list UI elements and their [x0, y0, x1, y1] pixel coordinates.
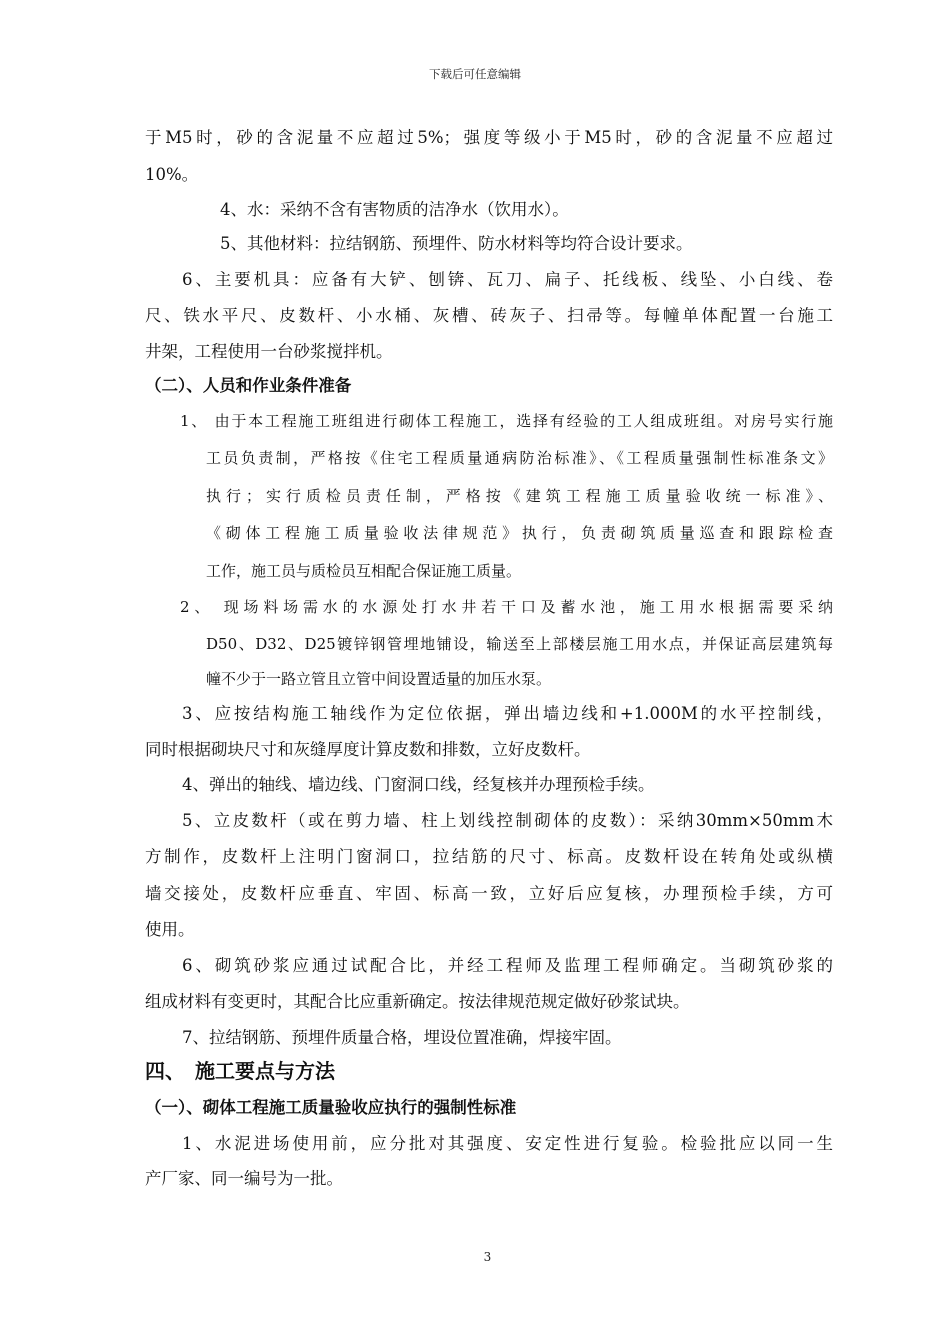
- body-line: 10%。: [145, 165, 199, 184]
- body-line: 井架，工程使用一台砂浆搅拌机。: [145, 342, 393, 361]
- section-heading: （一）、砌体工程施工质量验收应执行的强制性标准: [145, 1098, 517, 1117]
- body-line: 工员负责制，严格按《住宅工程质量通病防治标准》、《工程质量强制性标准条文》: [206, 449, 833, 467]
- body-line: 4、弹出的轴线、墙边线、门窗洞口线，经复核并办理预检手续。: [182, 775, 655, 794]
- chapter-heading: 四、 施工要点与方法: [145, 1059, 335, 1083]
- page-number: 3: [483, 1250, 492, 1264]
- body-line: 墙交接处，皮数杆应垂直、牢固、标高一致，立好后应复核，办理预检手续，方可: [145, 884, 833, 903]
- body-line: 6、主要机具：应备有大铲、刨锛、瓦刀、扁子、托线板、线坠、小白线、卷: [182, 270, 833, 289]
- body-line: 幢不少于一路立管且立管中间设置适量的加压水泵。: [206, 670, 552, 688]
- body-line: 于M5时，砂的含泥量不应超过5%；强度等级小于M5时，砂的含泥量不应超过: [145, 128, 833, 147]
- body-line: 4、水：采纳不含有害物质的洁净水（饮用水）。: [220, 200, 569, 219]
- body-line: 5、立皮数杆（或在剪力墙、柱上划线控制砌体的皮数）：采纳30mm×50mm木: [182, 811, 833, 830]
- body-line: 3、应按结构施工轴线作为定位依据，弹出墙边线和+1.000M的水平控制线，: [182, 704, 833, 723]
- body-line: 1、 由于本工程施工班组进行砌体工程施工，选择有经验的工人组成班组。对房号实行施: [180, 412, 833, 430]
- body-line: 产厂家、同一编号为一批。: [145, 1169, 343, 1188]
- page-header: 下载后可任意编辑: [429, 67, 521, 81]
- body-line: 尺、铁水平尺、皮数杆、小水桶、灰槽、砖灰子、扫帚等。每幢单体配置一台施工: [145, 306, 833, 325]
- body-line: 2、 现场料场需水的水源处打水井若干口及蓄水池，施工用水根据需要采纳: [180, 598, 833, 616]
- body-line: D50、D32、D25镀锌钢管埋地铺设，输送至上部楼层施工用水点，并保证高层建筑每: [206, 635, 833, 653]
- body-line: 《砌体工程施工质量验收法律规范》执行，负责砌筑质量巡查和跟踪检查: [206, 524, 833, 542]
- body-line: 6、砌筑砂浆应通过试配合比，并经工程师及监理工程师确定。当砌筑砂浆的: [182, 956, 833, 975]
- body-line: 使用。: [145, 920, 195, 939]
- body-line: 工作，施工员与质检员互相配合保证施工质量。: [206, 562, 522, 580]
- body-line: 方制作，皮数杆上注明门窗洞口，拉结筋的尺寸、标高。皮数杆设在转角处或纵横: [145, 847, 833, 866]
- section-heading: （二）、人员和作业条件准备: [145, 376, 352, 395]
- body-line: 7、拉结钢筋、预埋件质量合格，埋设位置准确，焊接牢固。: [182, 1028, 622, 1047]
- body-line: 同时根据砌块尺寸和灰缝厚度计算皮数和排数，立好皮数杆。: [145, 740, 591, 759]
- body-line: 执行；实行质检员责任制，严格按《建筑工程施工质量验收统一标准》、: [206, 487, 833, 505]
- body-line: 5、其他材料：拉结钢筋、预埋件、防水材料等均符合设计要求。: [220, 234, 693, 253]
- body-line: 组成材料有变更时，其配合比应重新确定。按法律规范规定做好砂浆试块。: [145, 992, 690, 1011]
- body-line: 1、水泥进场使用前，应分批对其强度、安定性进行复验。检验批应以同一生: [182, 1134, 833, 1153]
